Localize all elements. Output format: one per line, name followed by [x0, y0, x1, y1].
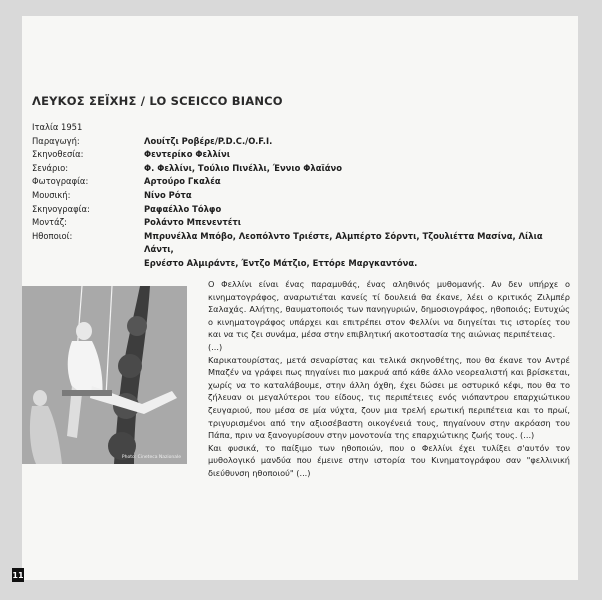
page-number: 11: [12, 568, 24, 582]
paragraph: Και φυσικά, το παίξιμο των ηθοποιών, που ο Φελλίνι έχει τυλίξει σ'αυτόν τον μυθολογικό μανδύα που έμεινε στην ιστορία του Κινηματογράφου σαν "φελλινική διεύθυνση ηθοποιού" (...): [208, 442, 570, 478]
credit-row: [32, 216, 572, 230]
paragraph: Ο Φελλίνι είναι ένας παραμυθάς, ένας αληθινός μυθομανής. Αν δεν υπήρχε ο κινηματογράφος, αναρωτιέται κανείς τί δουλειά θα έκανε, λέει ο κριτικός Ζιλμπέρ Σαλαχάς. Αλήτης, θαυματοποιός των πανηγυριών, δημοσιογράφος, ηθοποιός; Ευτυχώς ο κινηματογράφος υπάρχει και επιτρέπει στον Φελλίνι να διηγείται τις ιστορίες του και να τις ζει συνάμα, μέσα στην επιβλητική ακοτοστασία της αιώνιας περιπέτειας.: [208, 279, 570, 340]
credit-row: [32, 135, 572, 149]
credit-row: [32, 203, 572, 217]
credit-row: [32, 257, 572, 271]
credit-label: Μουσική:: [32, 189, 71, 200]
credit-value: Φ. Φελλίνι, Τούλιο Πινέλλι, Έννιο Φλαϊάνο: [144, 162, 342, 173]
credit-row: [32, 189, 572, 203]
credit-label: Παραγωγή:: [32, 135, 80, 146]
credit-label: Σενάριο:: [32, 162, 69, 173]
credit-label: Ιταλία 1951: [32, 122, 83, 132]
credit-label: [32, 257, 144, 271]
credit-row: [32, 162, 572, 176]
paragraph: (...): [208, 341, 223, 352]
film-title: ΛΕΥΚΟΣ ΣΕΪΧΗΣ / LO SCEICCO BIANCO: [32, 94, 283, 108]
credit-row: [32, 148, 572, 162]
credit-row: [32, 175, 572, 189]
paragraph: Καρικατουρίστας, μετά σεναρίστας και τελικά σκηνοθέτης, που θα έκανε τον Αντρέ Μπαζέν να γράφει πως πηγαίνει πιο μακρυά από κάθε άλλο νεορεαλιστή και βρίσκεται, χωρίς να το καταλάβουμε, στην άλλη όχθη, έχει δώσει με οστυρικό κέφι, που θα το ζήλευαν οι μεγαλύτεροι του είδους, τις περιπέτειες ενός νιόπαντρου επαρχιώτικου ζευγαριού, που μέσα σε μία νύχτα, ζουν μια τρελή ερωτική περιπέτεια και το πρωί, τριγυρισμένοι από την αξιοσέβαστη οικογένειά τους, πηγαίνουν στην ακρόαση του Πάπα, πριν να ξανογυρίσουν στην μονοτονία της επαρχιώτικης ζωής τους. (...): [208, 354, 570, 441]
credits-list: [32, 121, 572, 271]
credit-label: Σκηνογραφία:: [32, 203, 90, 214]
credit-value: [144, 121, 572, 135]
photo-caption: Photo: Cineteca Nazionale: [121, 455, 181, 460]
credit-row: [32, 230, 572, 257]
credit-label: Ηθοποιοί:: [32, 230, 73, 241]
credit-value: Λουίτζι Ροβέρε/P.D.C./O.F.I.: [144, 135, 273, 146]
page: [12, 16, 578, 580]
credit-value: Ερνέστο Αλμιράντε, Έντζο Μάτζιο, Εττόρε Μαργκαντόνα.: [144, 257, 418, 268]
swing-scene-illustration: [22, 286, 187, 464]
article-body: [208, 278, 570, 480]
credit-value: Νίνο Ρότα: [144, 189, 192, 200]
credit-label: Μοντάζ:: [32, 217, 67, 228]
credit-value: Αρτούρο Γκαλέα: [144, 176, 221, 187]
credit-value: Ραφαέλλο Τόλφο: [144, 203, 222, 214]
credit-value: Φεντερίκο Φελλίνι: [144, 149, 230, 160]
credit-label: Φωτογραφία:: [32, 176, 89, 187]
credit-label: Σκηνοθεσία:: [32, 149, 84, 160]
credit-row: [32, 121, 572, 135]
credit-value: Ρολάντο Μπενεντέτι: [144, 217, 241, 228]
credit-value: Μπρυνέλλα Μπόβο, Λεοπόλντο Τριέστε, Αλμπέρτο Σόρντι, Τζουλιέττα Μασίνα, Λίλια Λάντι,: [144, 230, 543, 255]
film-still-photo: [22, 286, 187, 464]
